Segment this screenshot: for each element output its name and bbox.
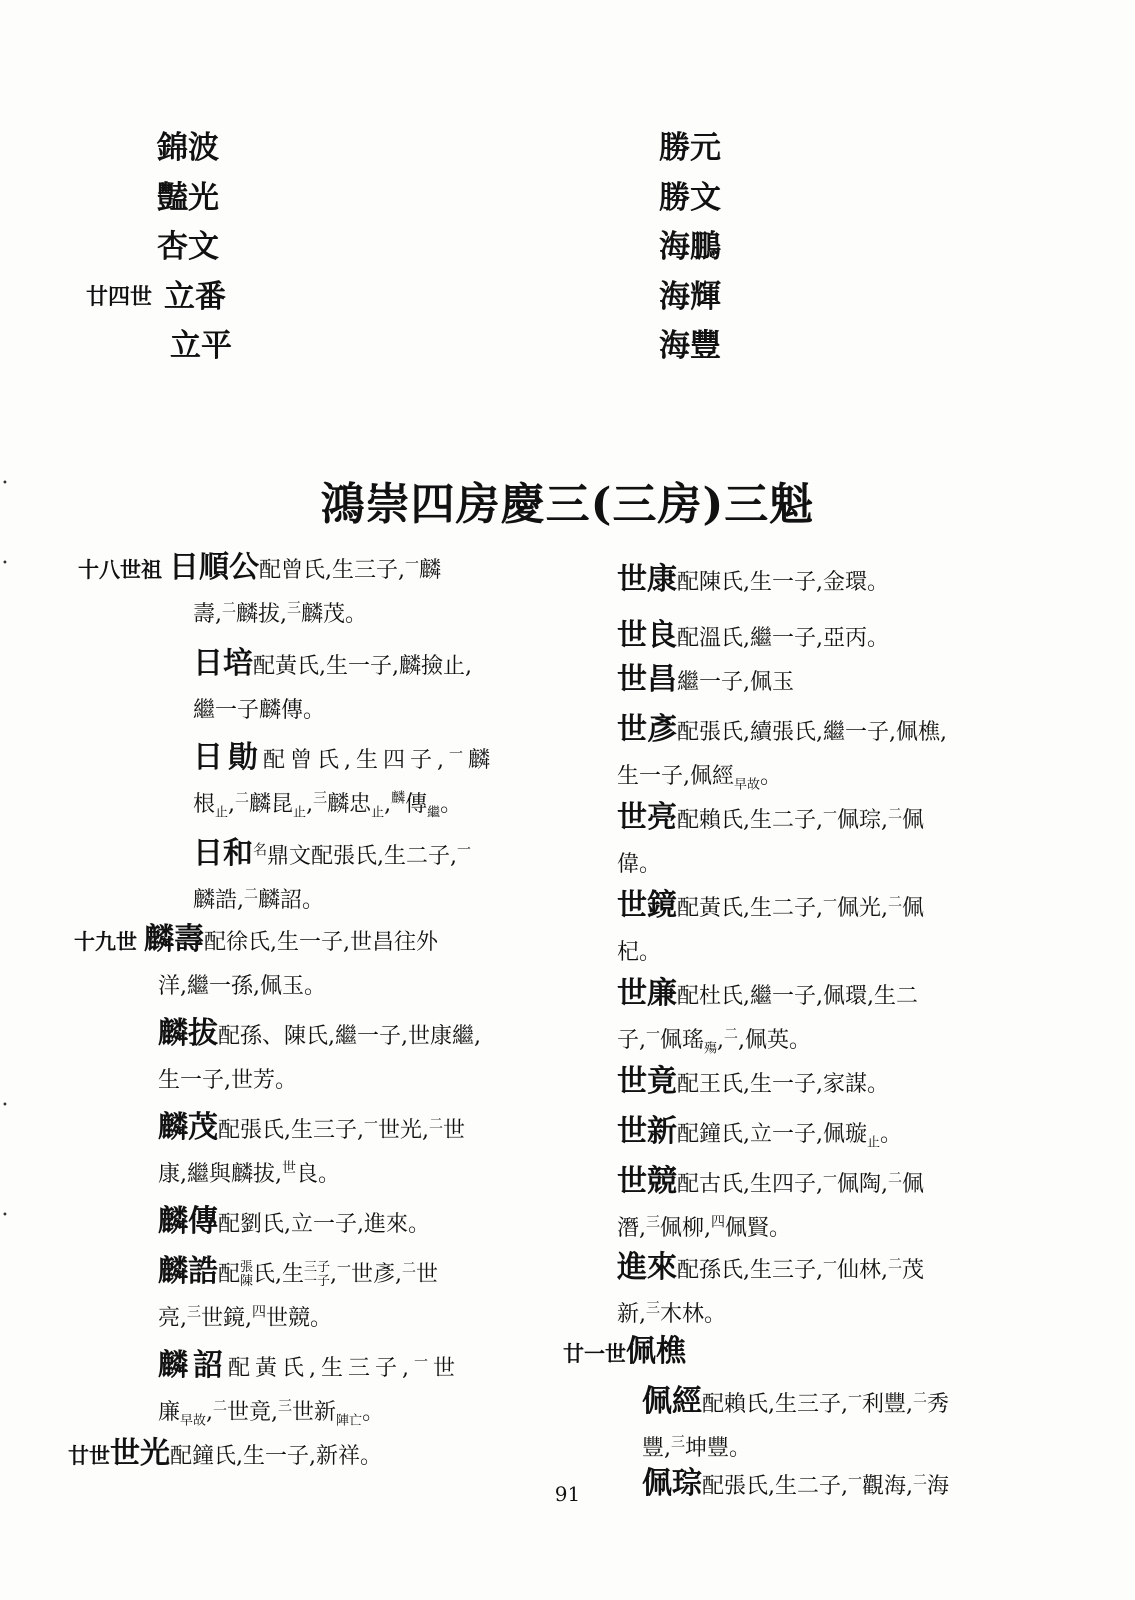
ordinal-mark: 四 [252,1304,266,1321]
entry-text: 佩 [902,1172,925,1197]
entry-text: 壽, [193,602,222,627]
entry-text: 佩柳, [660,1216,711,1241]
stacked-note-bottom: 一子 [304,1274,331,1289]
ordinal-mark: 世 [282,1160,296,1177]
genealogy-entry [617,794,924,888]
note-mark: 早故 [180,1413,207,1429]
note-mark: 止 [215,805,229,821]
person-name: 世光 [110,1436,170,1471]
entry-text: 生一子,佩經 [617,764,734,789]
entry-text: 偉。 [617,852,662,877]
person-name: 佩樵 [626,1334,686,1369]
stacked-note-top: 三子 [304,1260,331,1275]
entry-text: 利豐, [862,1392,913,1417]
genealogy-entry [193,830,471,924]
list-item [82,273,342,323]
ordinal-mark: 麟 [391,790,406,807]
entry-text: , [206,1400,214,1425]
genealogy-entry [193,734,495,828]
ordinal-mark: 二 [913,1472,927,1489]
entry-text: 配賴氏,生三子, [702,1392,848,1417]
ordinal-mark: 一 [848,1390,862,1407]
entry-text: 配張氏,續張氏,繼一子,佩樵, [677,720,947,745]
entry-text: 。 [760,764,783,789]
genealogy-entry [617,1158,924,1252]
genealogy-entry [617,1244,924,1338]
entry-text: 配黃氏,生二子, [677,896,823,921]
person-name: 世競 [617,1164,677,1199]
person-name: 世良 [617,618,677,653]
generation-label: 廿世 [68,1443,110,1468]
entry-text: 。 [440,792,463,817]
ordinal-mark: 三 [278,1398,293,1415]
person-name: 世廉 [617,976,677,1011]
entry-text: 良。 [296,1162,341,1187]
entry-text: 佩 [902,808,925,833]
entry-text: 世光, [378,1118,429,1143]
entry-text: 配王氏,生一子,家謀。 [677,1072,889,1097]
person-name: 日培 [193,646,253,681]
entry-text: 配曾氏,生四子, [263,748,449,773]
entry-text: 世 [433,1356,461,1381]
note-mark: 陣亡 [336,1413,363,1429]
genealogy-entry [158,1010,481,1104]
person-name: 麟拔 [158,1016,218,1051]
ordinal-mark: 二 [429,1116,443,1133]
entry-text: 茂 [902,1258,925,1283]
entry-text: 根 [193,792,216,817]
person-name: 日和 [193,836,253,871]
list-item [82,174,342,224]
entry-text: 木林。 [660,1302,727,1327]
genealogy-entry [617,1058,889,1105]
person-name: 世昌 [617,662,677,697]
entry-text: 配鐘氏,立一子,佩璇 [677,1122,867,1147]
entry-text: 麟拔, [236,602,287,627]
ordinal-mark: 二 [888,1170,902,1187]
entry-text: 麟昆 [249,792,294,817]
ordinal-mark: 二 [402,1260,417,1277]
person-name: 佩琮 [642,1466,702,1501]
ordinal-mark: 二 [724,1026,739,1043]
ordinal-mark: 一 [823,1170,837,1187]
entry-text: 子, [617,1028,646,1053]
scan-speck: • [2,1100,8,1111]
entry-text: 潛, [617,1216,646,1241]
generation-label: 廿一世 [563,1341,626,1366]
entry-text: 洋,繼一孫,佩玉。 [158,974,326,999]
ordinal-mark: 一 [364,1116,378,1133]
note-mark: 名 [253,842,267,859]
person-name: 麟詔 [158,1348,228,1383]
entry-text: , [330,1262,338,1287]
genealogy-entry [617,1108,902,1155]
entry-text: 配古氏,生四子, [677,1172,823,1197]
person-name: 錦波 [157,130,219,166]
entry-text: 麟 [419,558,442,583]
page-number: 91 [554,1482,581,1506]
entry-text: 生一子,世芳。 [158,1068,297,1093]
entry-text: 配黃氏,生一子,麟撿止, [253,654,472,679]
generation-label: 廿四世 [86,283,153,310]
scan-speck: • [2,1210,8,1221]
list-item [82,223,342,273]
genealogy-entry [617,882,924,976]
genealogy-entry [158,1198,430,1245]
ordinal-mark: 二 [222,600,236,617]
person-name: 世亮 [617,800,677,835]
entry-text: 繼一子麟傳。 [193,698,326,723]
entry-text: 海 [927,1474,950,1499]
scan-speck: • [2,558,8,569]
note-mark: 止 [293,805,307,821]
entry-text: 康,繼與麟拔, [158,1162,282,1187]
note-mark: 繼 [427,805,441,821]
entry-text: 新, [617,1302,646,1327]
person-name: 麟茂 [158,1110,218,1145]
ordinal-mark: 二 [213,1398,228,1415]
entry-text: 亮, [158,1306,187,1331]
entry-text: 觀海, [862,1474,913,1499]
person-name: 海鵬 [659,229,721,265]
genealogy-entry [617,556,889,603]
person-name: 勝元 [659,130,721,166]
ordinal-mark: 四 [711,1214,725,1231]
ordinal-mark: 一 [646,1026,660,1043]
entry-text: 。 [362,1400,385,1425]
note-mark: 止 [867,1135,881,1151]
entry-text: 配張氏,生二子, [702,1474,848,1499]
entry-text: 配鐘氏,生一子,新祥。 [170,1444,382,1469]
person-name: 日勛 [193,740,263,775]
entry-text: 秀 [927,1392,950,1417]
genealogy-entry [74,916,438,1010]
entry-text: ,佩英。 [738,1028,812,1053]
entry-text: 佩陶, [837,1172,888,1197]
person-name: 世彥 [617,712,677,747]
genealogy-entry [158,1248,438,1342]
entry-text: 配張氏,生三子, [218,1118,364,1143]
person-name: 世康 [617,562,677,597]
entry-text: 世新 [292,1400,337,1425]
genealogy-entry [617,612,889,659]
entry-text: 杞。 [617,940,662,965]
note-mark: 早故 [734,777,761,793]
entry-text: 世 [416,1262,439,1287]
ordinal-mark: 三 [646,1214,660,1231]
ordinal-mark: 二 [235,790,250,807]
ordinal-mark: 一 [405,556,419,573]
entry-text: 配黃氏,生三子, [228,1356,414,1381]
person-name: 世新 [617,1114,677,1149]
ordinal-mark: 一 [848,1472,862,1489]
entry-text: 坤豐。 [685,1436,752,1461]
person-name: 麟誥 [158,1254,218,1289]
person-name: 麟傳 [158,1204,218,1239]
entry-text: 麟茂。 [301,602,368,627]
genealogy-entry [68,1430,382,1477]
entry-text: 配劉氏,立一子,進來。 [218,1212,430,1237]
ordinal-mark: 三 [313,790,328,807]
entry-text: 配孫氏,生三子, [677,1258,823,1283]
genealogy-entry [617,706,947,800]
ordinal-mark: 二 [888,894,902,911]
ordinal-mark: 二 [913,1390,927,1407]
genealogy-entry [158,1104,465,1198]
person-name: 麟壽 [144,922,204,957]
generation-label: 十八世祖 [78,557,162,582]
entry-text: 傳 [405,792,428,817]
ordinal-mark: 三 [287,600,301,617]
entry-text: , [384,792,392,817]
entry-text: 鼎文配張氏,生二子, [267,844,457,869]
stacked-note-top: 張 [240,1260,254,1275]
entry-text: , [228,792,236,817]
list-item [82,124,342,174]
person-name: 海豐 [659,328,721,364]
genealogy-entry [617,656,794,703]
genealogy-entry [193,640,472,734]
entry-text: 佩光, [837,896,888,921]
ordinal-mark: 三 [671,1434,685,1451]
entry-text: , [306,792,314,817]
entry-text: 世競。 [266,1306,333,1331]
genealogy-entry [158,1342,460,1436]
list-item [82,322,342,372]
entry-text: 配溫氏,繼一子,亞丙。 [677,626,889,651]
entry-text: 世竟, [227,1400,279,1425]
top-name-list-right [659,124,859,372]
ordinal-mark: 一 [337,1260,352,1277]
entry-text: 配 [218,1262,241,1287]
person-name: 立番 [164,278,226,315]
ordinal-mark: 一 [414,1354,433,1371]
section-title: 鴻崇四房慶三(三房)三魁 [320,479,815,530]
entry-text: , [717,1028,725,1053]
note-mark: 殤 [704,1041,718,1057]
person-name: 立平 [170,328,232,364]
entry-text: 繼一子,佩玉 [677,670,794,695]
entry-text: 麟忠 [327,792,372,817]
ordinal-mark: 三 [646,1300,660,1317]
ordinal-mark: 二 [888,1256,902,1273]
entry-text: 世 [443,1118,466,1143]
genealogy-entry [617,970,918,1064]
scan-speck: • [2,478,8,489]
entry-text: 世鏡, [201,1306,252,1331]
entry-text: 氏,生 [253,1262,305,1287]
entry-text: 配陳氏,生一子,金環。 [677,570,889,595]
entry-text: 世彥, [351,1262,403,1287]
entry-text: 豐, [642,1436,671,1461]
entry-text: 配徐氏,生一子,世昌往外 [204,930,438,955]
entry-text: 仙林, [837,1258,888,1283]
ordinal-mark: 一 [823,894,837,911]
entry-text: 廉 [158,1400,181,1425]
ordinal-mark: 一 [823,806,837,823]
ordinal-mark: 一 [823,1256,837,1273]
person-name: 世鏡 [617,888,677,923]
person-name: 日順公 [169,550,259,585]
ordinal-mark: 二 [244,886,258,903]
person-name: 世竟 [617,1064,677,1099]
person-name: 豔光 [157,179,219,216]
entry-text: 佩琮, [837,808,888,833]
entry-text: 配賴氏,生二子, [677,808,823,833]
entry-text: 配曾氏,生三子, [259,558,405,583]
entry-text: 。 [880,1122,903,1147]
ordinal-mark: 一 [449,746,468,763]
ordinal-mark: 一 [457,842,471,859]
genealogy-entry [78,544,441,638]
person-name: 杏文 [157,229,219,265]
stacked-note [240,1261,253,1289]
entry-text: 麟 [468,748,496,773]
entry-text: 佩瑤 [660,1028,705,1053]
entry-text: 配杜氏,繼一子,佩環,生二 [677,984,918,1009]
ordinal-mark: 三 [187,1304,201,1321]
entry-text: 麟詔。 [258,888,325,913]
stacked-note [304,1261,330,1289]
genealogy-entry [563,1328,686,1375]
person-name: 進來 [617,1250,677,1285]
person-name: 勝文 [659,179,721,216]
entry-text: 佩 [902,896,925,921]
note-mark: 止 [371,805,385,821]
ordinal-mark: 二 [888,806,902,823]
top-name-list-left [82,124,342,372]
entry-text: 配孫、陳氏,繼一子,世康繼, [218,1024,481,1049]
stacked-note-bottom: 陳 [240,1274,254,1289]
genealogy-entry [642,1378,949,1472]
entry-text: 麟誥, [193,888,244,913]
generation-label: 十九世 [74,929,137,954]
person-name: 佩經 [642,1384,702,1419]
person-name: 海輝 [659,278,721,315]
entry-text: 佩賢。 [725,1216,792,1241]
